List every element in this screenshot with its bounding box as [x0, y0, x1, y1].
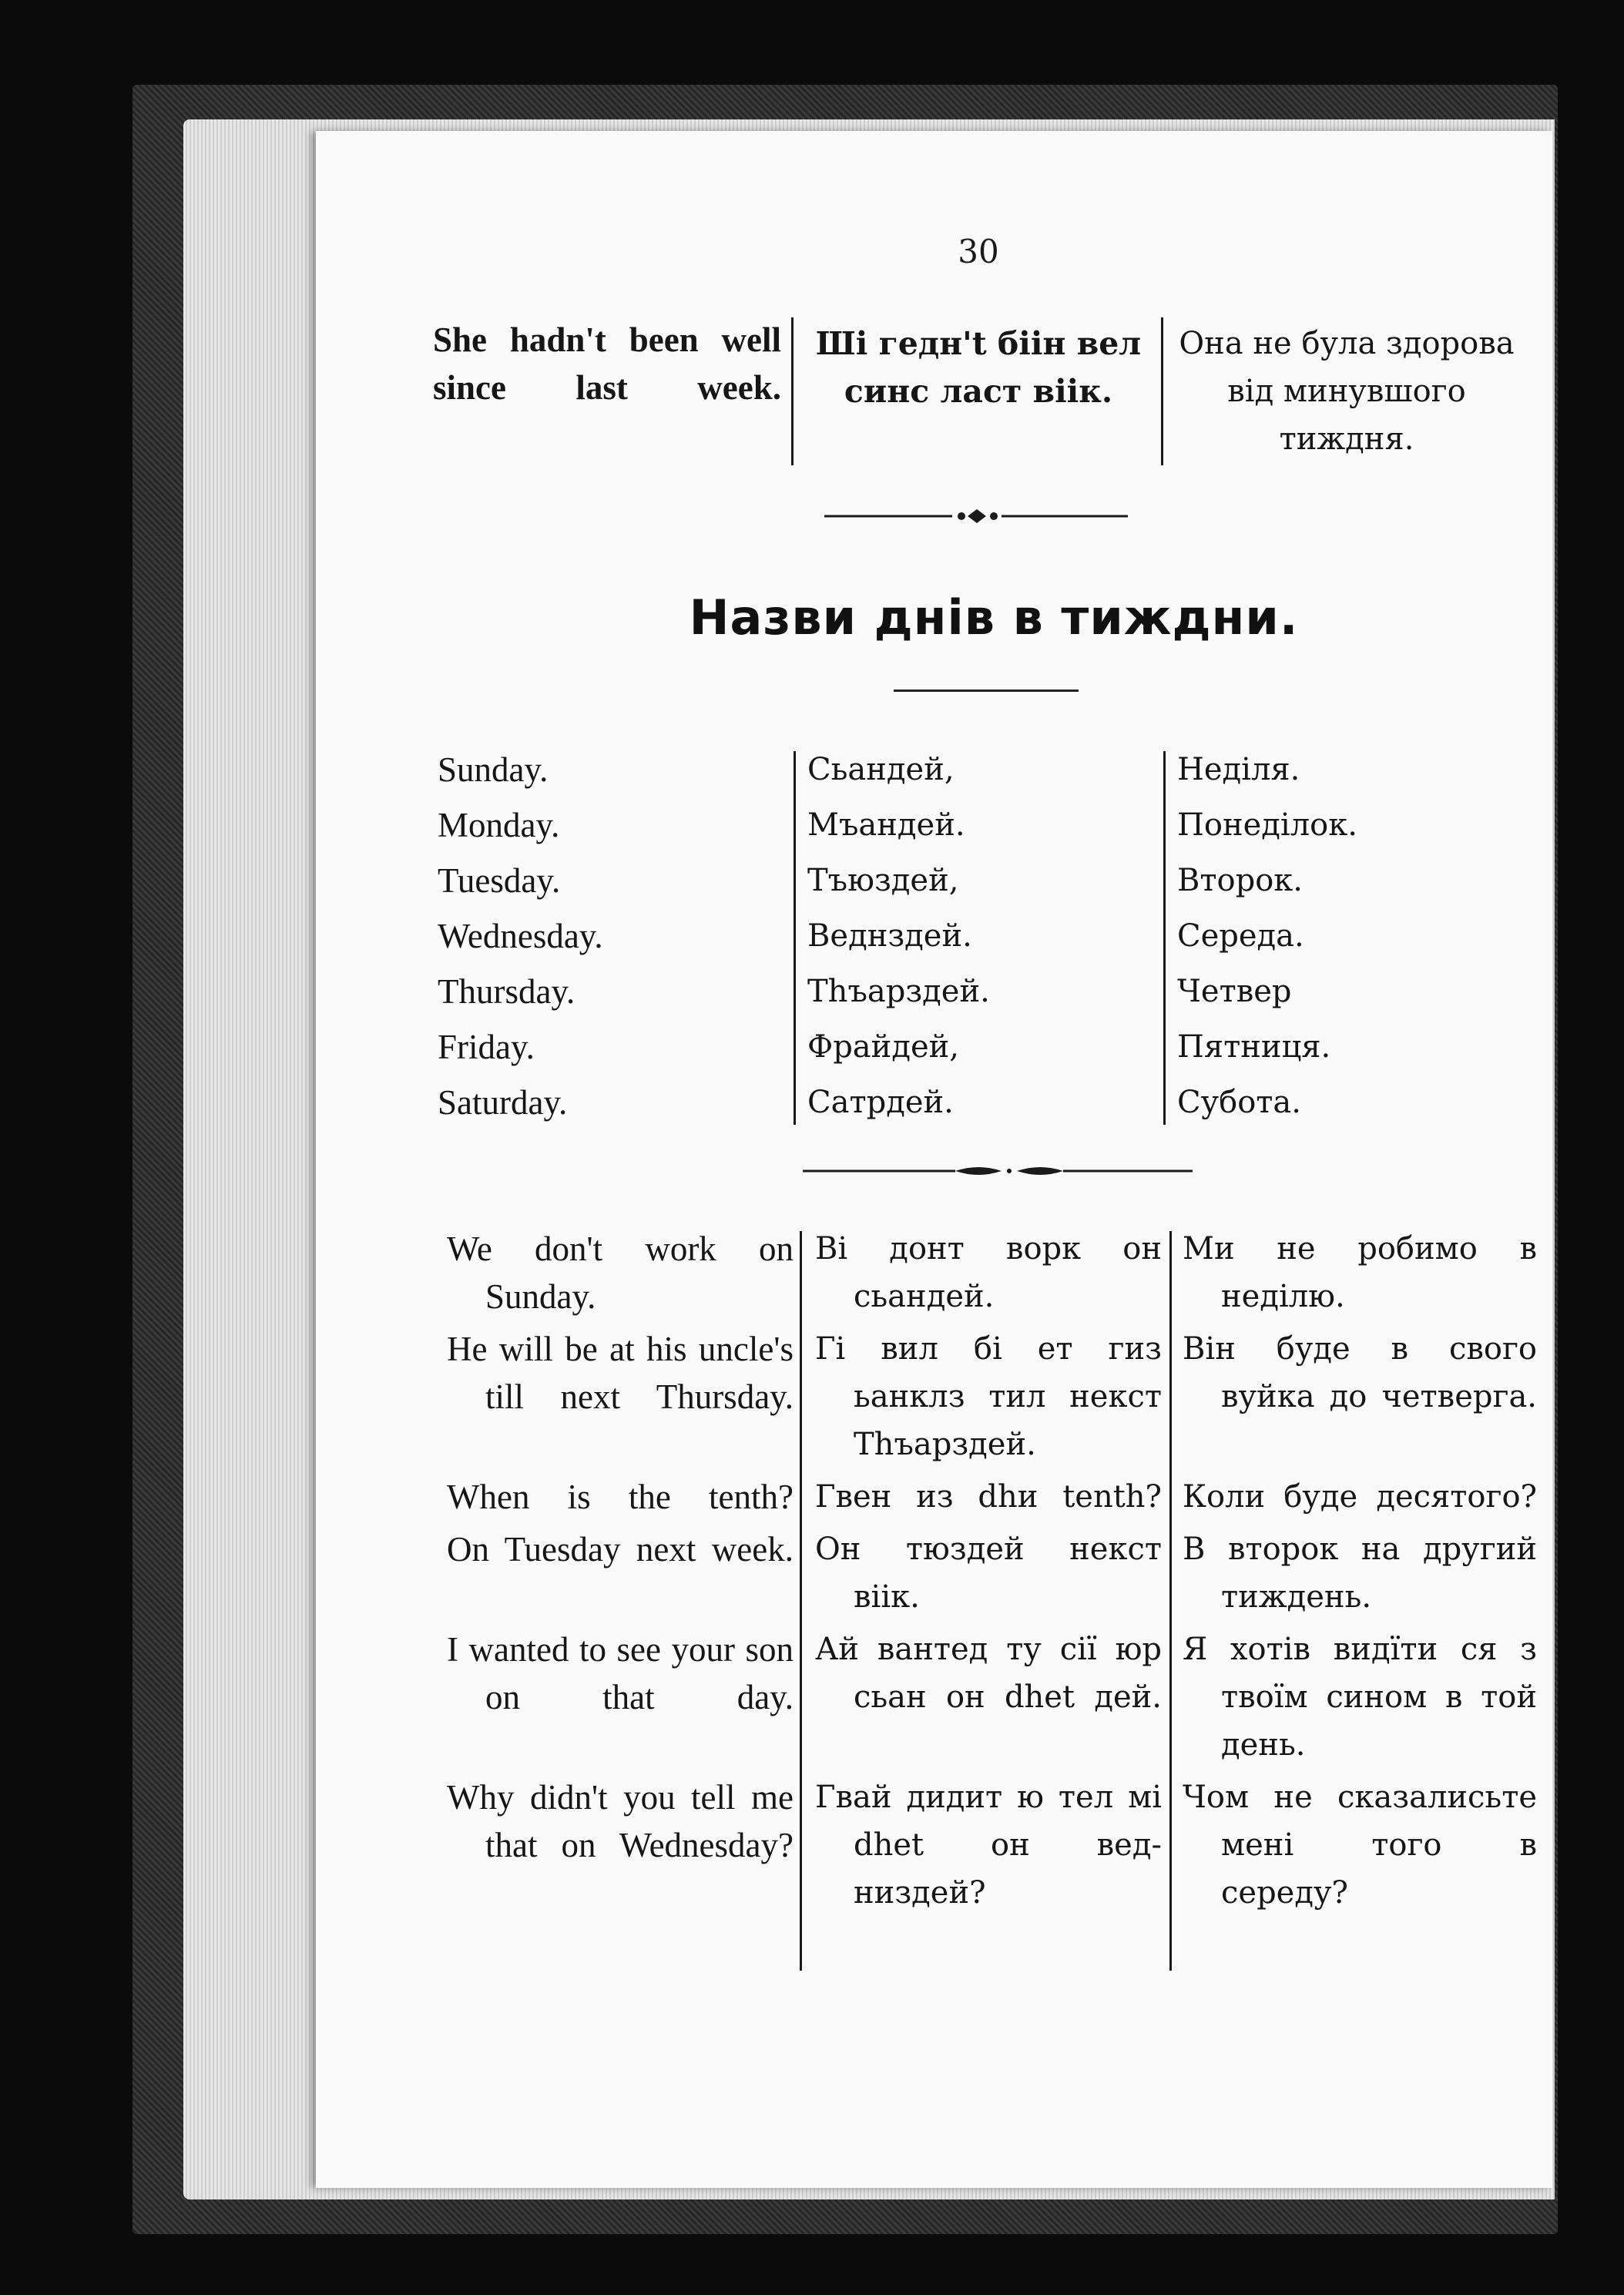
phrase-english: We don't work on Sunday. [447, 1230, 794, 1316]
phrases-transliteration-column [815, 1225, 1162, 1921]
day-english: Thursday. [438, 972, 575, 1011]
phrase-ukrainian: Коли буде десятого? [1183, 1479, 1537, 1515]
phrase-ukrainian: Чом не сказалисьте мені того в середу? [1183, 1780, 1537, 1911]
day-ukrainian: Середа. [1177, 918, 1304, 954]
column-rule [1161, 317, 1163, 465]
phrase-english: He will be at his uncle's till next Thursday. [447, 1330, 794, 1416]
phrase-transliteration: Ві донт ворк он сьандей. [815, 1231, 1162, 1314]
day-ukrainian: Неділя. [1177, 752, 1300, 787]
day-ukrainian: Четвер [1177, 974, 1292, 1009]
intro-transliteration: Ші гедн't біін вел синс ласт віік. [815, 325, 1142, 410]
phrases-ukrainian-column [1183, 1225, 1537, 1921]
phrase-ukrainian: В второк на другий тиждень. [1183, 1532, 1537, 1615]
column-rule [1169, 1231, 1172, 1971]
day-ukrainian: Второк. [1177, 863, 1304, 898]
day-transliteration: Сьандей, [807, 752, 955, 787]
day-english: Sunday. [438, 750, 549, 789]
intro-english: She hadn't been well since last week. [433, 320, 781, 407]
phrases-english-column [447, 1225, 794, 1921]
day-transliteration: Веднздей. [807, 918, 972, 954]
day-transliteration: Тhъарздей. [807, 974, 990, 1009]
day-transliteration: Мъандей. [807, 807, 965, 843]
phrase-transliteration: Гі вил бі ет гиз ьанклз тил некст Тhъарздей. [815, 1331, 1162, 1462]
phrase-transliteration: Гвен из dhи tenth? [815, 1479, 1162, 1515]
phrase-english: On Tuesday next week. [447, 1530, 794, 1569]
day-transliteration: Тъюздей, [807, 863, 959, 898]
phrase-ukrainian: Я хотів видїти ся з твоїм сином в той день. [1183, 1632, 1537, 1763]
days-ukrainian-column [1177, 746, 1516, 1134]
day-ukrainian: Субота. [1177, 1085, 1301, 1120]
day-english: Saturday. [438, 1083, 568, 1122]
phrase-english: When is the tenth? [447, 1478, 794, 1516]
day-english: Friday. [438, 1028, 535, 1066]
section-heading: Назви днів в тиждни. [689, 589, 1299, 646]
phrase-transliteration: Ай вантед ту сії юр сьан он dhet дей. [815, 1632, 1162, 1715]
day-english: Tuesday. [438, 861, 561, 900]
column-rule [791, 317, 794, 465]
phrase-english: Why didn't you tell me that on Wednesday? [447, 1778, 794, 1864]
column-rule [794, 751, 796, 1125]
days-english-column [438, 746, 777, 1134]
section-ornament [801, 1159, 1194, 1183]
days-transliteration-column [807, 746, 1146, 1134]
phrase-ukrainian: Він буде в свого вуйка до четверга. [1183, 1331, 1537, 1414]
heading-underline [894, 690, 1079, 692]
day-transliteration: Сатрдей. [807, 1085, 954, 1120]
day-ukrainian: Понеділок. [1177, 807, 1357, 843]
day-english: Monday. [438, 806, 560, 844]
section-ornament [823, 505, 1131, 528]
column-rule [1163, 751, 1166, 1125]
day-ukrainian: Пятниця. [1177, 1029, 1331, 1065]
page-number: 30 [958, 233, 999, 270]
phrase-english: I wanted to see your son on that day. [447, 1630, 794, 1716]
phrase-transliteration: Он тюздей некст віік. [815, 1532, 1162, 1615]
day-transliteration: Фрайдей, [807, 1029, 959, 1065]
day-english: Wednesday. [438, 917, 603, 955]
phrase-ukrainian: Ми не робимо в неділю. [1183, 1231, 1537, 1314]
intro-ukrainian: Она не була здорова від минувшого тиждня. [1179, 326, 1515, 457]
column-rule [800, 1231, 802, 1971]
phrase-transliteration: Гвай дидит ю тел мі dhet он ведниздей? [815, 1780, 1162, 1911]
